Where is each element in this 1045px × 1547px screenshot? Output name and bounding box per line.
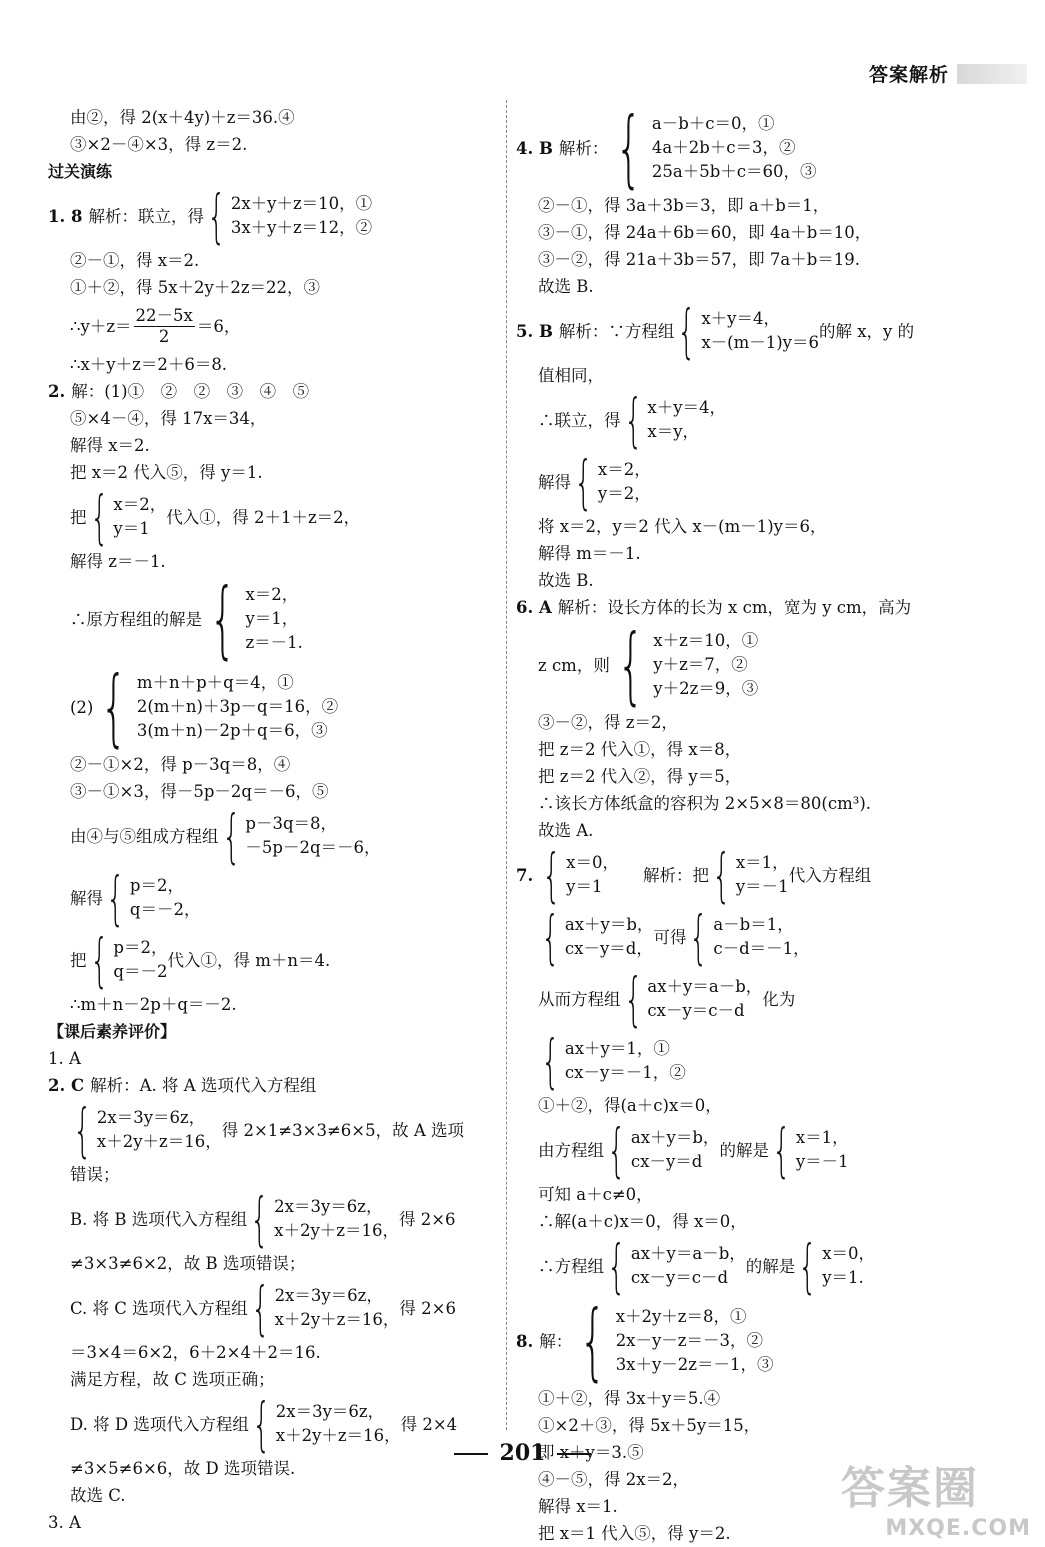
equation: y＝1 [566, 877, 603, 896]
equation: ax＋y＝b， [564, 915, 654, 934]
equation: x＋2y＋z＝8，① [615, 1307, 747, 1326]
page-header [869, 60, 1027, 87]
watermark-top: 答案圈 [841, 1463, 979, 1514]
equation: z＝－1. [245, 633, 303, 652]
question-number: 7. [516, 865, 534, 885]
equation: x＋z＝10，① [653, 631, 759, 650]
header-title: 答案解析 [868, 64, 949, 86]
text-line [48, 802, 496, 870]
text-line: 满足方程，故 C 选项正确； [70, 1370, 275, 1389]
text-line: ∴该长方体纸盒的容积为 2×5×8＝80(cm³). [538, 794, 872, 813]
text: 得 2×6 [398, 1209, 456, 1229]
text-line: ③×2－④×3，得 z＝2. [70, 135, 248, 154]
text: 解： [539, 1331, 573, 1351]
text: 的解是 [719, 1140, 769, 1160]
equation: cx－y＝－1，② [564, 1063, 686, 1082]
equation: ax＋y＝1，① [564, 1039, 670, 1058]
text-line: 故选 B. [538, 571, 594, 590]
equation-system: { m＋n＋p＋q＝4，① 2(m＋n)＋3p－q＝16，② 3(m＋n)－2p＋q＝6，③ [100, 658, 339, 756]
text-line: ≠3×3≠6×2，故 B 选项错误； [70, 1254, 306, 1273]
question-number: 4. B [516, 138, 553, 158]
text-line: 故选 B. [538, 277, 594, 296]
equation: x＋y＝4， [647, 398, 727, 417]
text: 解得 [70, 888, 103, 908]
text: 把 [70, 950, 87, 970]
text-line: 由②，得 2(x＋4y)＋z＝36.④ [70, 108, 295, 127]
equation-system: { p－3q＝8， －5p－2q＝－6， [221, 802, 381, 870]
text-line: ＝3×4＝6×2，6＋2×4＋2＝16. [70, 1343, 321, 1362]
equation: 2x－y－z＝－3，② [615, 1331, 764, 1350]
text: ∴y＋z＝ [70, 316, 132, 336]
text-line [48, 864, 496, 932]
page-number-text: 201 [499, 1440, 546, 1466]
equation-system: { a－b＋c＝0，① 4a＋2b＋c＝3，② 25a＋5b＋c＝60，③ [615, 99, 817, 197]
equation-system: { 2x＝3y＝6z， x＋2y＋z＝16， [73, 1096, 222, 1164]
right-column [516, 99, 976, 1547]
text-line: 解得 z＝－1. [70, 552, 166, 571]
question-8 [516, 1292, 976, 1390]
equation: p－3q＝8， [245, 814, 338, 833]
question-number: 6. A [516, 598, 552, 617]
equation: p＝2， [113, 938, 168, 957]
equation: y＝－1 [795, 1152, 849, 1171]
text: 化为 [762, 989, 796, 1009]
text-line: ①＋②，得 3x＋y＝5.④ [538, 1389, 721, 1408]
text-line [48, 483, 496, 551]
text-line [48, 926, 496, 994]
dash-right [557, 1453, 591, 1455]
equation: x＝2， [245, 585, 299, 604]
text-line: ①＋②，得 5x＋2y＋2z＝22，③ [70, 278, 321, 297]
equation-system: { 2x＝3y＝6z， x＋2y＋z＝16， [250, 1185, 399, 1253]
equation: 2x＝3y＝6z， [274, 1197, 383, 1216]
denominator: 2 [158, 326, 170, 346]
watermark-bottom: MXQE.COM [885, 1516, 1031, 1541]
text-line: ④－⑤，得 2x＝2， [538, 1470, 690, 1489]
equation: 2x＋y＋z＝10，① [230, 194, 373, 213]
equation-system: { x＝2， y＝1 [89, 483, 167, 551]
text-line: 解得 x＝2. [70, 436, 150, 455]
equation: 3(m＋n)－2p＋q＝6，③ [136, 721, 328, 740]
equation: x－(m－1)y＝6 [701, 333, 819, 352]
text-line: ③－②，得 z＝2， [538, 713, 678, 732]
text-line: 将 x＝2，y＝2 代入 x－(m－1)y＝6， [538, 517, 827, 536]
equation: x＝2， [113, 495, 167, 514]
equation: ax＋y＝b， [630, 1128, 720, 1147]
equation-system: { p＝2， q＝－2， [106, 864, 201, 932]
equation: q＝－2 [113, 962, 168, 981]
fraction [134, 306, 195, 347]
left-column [48, 104, 496, 1536]
dash-left [454, 1453, 488, 1455]
equation: 4a＋2b＋c＝3，② [651, 138, 796, 157]
equation: 25a＋5b＋c＝60，③ [651, 162, 817, 181]
numerator: 22－5x [135, 305, 193, 325]
equation: x＋y＝4， [701, 309, 780, 328]
equation: m＋n＋p＋q＝4，① [136, 673, 294, 692]
equation: ax＋y＝a－b， [630, 1244, 746, 1263]
text: 解析：∵方程组 [558, 321, 675, 341]
equation-system: { x＝1， y＝－1 [772, 1116, 849, 1184]
column-divider [506, 100, 507, 1430]
text-line: 把 z＝2 代入①，得 x＝8， [538, 740, 742, 759]
equation-system: { 2x＋y＋z＝10，① 3x＋y＋z＝12，② [207, 182, 373, 250]
text: 把 [70, 507, 87, 527]
text-line: 可知 a＋c≠0， [538, 1185, 653, 1204]
equation: －5p－2q＝－6， [245, 838, 381, 857]
question-6 [516, 594, 976, 621]
equation-system: { x＋y＝4， x－(m－1)y＝6 [677, 297, 819, 365]
text: 解析：联立，得 [88, 206, 204, 226]
equation: 2x＝3y＝6z， [96, 1108, 206, 1127]
text-line: ≠3×5≠6×6，故 D 选项错误. [70, 1459, 296, 1478]
text: C. 将 C 选项代入方程组 [70, 1298, 248, 1318]
equation: cx－y＝c－d [630, 1268, 729, 1287]
text: B. 将 B 选项代入方程组 [70, 1209, 248, 1229]
watermark-logo [841, 1452, 1031, 1541]
text: 解：(1)① ② ② ③ ④ ⑤ [71, 382, 310, 401]
text: z cm，则 [538, 655, 610, 675]
equation: x＋2y＋z＝16， [96, 1132, 222, 1151]
equation: 2x＝3y＝6z， [274, 1286, 383, 1305]
text-line: ⑤×4－④，得 17x＝34， [70, 409, 267, 428]
question-4 [516, 99, 976, 197]
question-number: 1. 8 [48, 206, 83, 226]
text: 代入①，得 2＋1＋z＝2， [166, 507, 361, 527]
equation: y＝1. [822, 1268, 864, 1287]
text-line: 解得 x＝1. [538, 1497, 618, 1516]
text: 由方程组 [538, 1140, 604, 1160]
text: 解析： [558, 138, 609, 158]
text: 解得 [538, 472, 571, 492]
text-line [48, 1096, 496, 1164]
equation-system: { x＝2， y＝1， z＝－1. [209, 570, 303, 668]
question-number: 5. B [516, 321, 553, 341]
equation: q＝－2， [129, 900, 201, 919]
text-line [48, 658, 496, 756]
text-line: 故选 C. [70, 1486, 126, 1505]
text: ∴方程组 [538, 1256, 604, 1276]
equation: x＝y， [647, 422, 700, 441]
text: 代入方程组 [788, 865, 872, 885]
equation-system: { x＋z＝10，① y＋z＝7，② y＋2z＝9，③ [617, 616, 759, 714]
equation-system: { 2x＝3y＝6z， x＋2y＋z＝16， [252, 1390, 401, 1458]
text: 解析：设长方体的长为 x cm，宽为 y cm，高为 [557, 598, 912, 617]
text-line [516, 1232, 976, 1300]
text-line: 即 x＋y＝3.⑤ [538, 1443, 644, 1462]
text-line [516, 903, 976, 971]
text-line: ③－②，得 21a＋3b＝57，即 7a＋b＝19. [538, 250, 861, 269]
equation-system: { a－b＝1， c－d＝－1， [689, 903, 810, 971]
question-number: 2. [48, 382, 66, 401]
text-line: 值相同， [538, 366, 604, 385]
text-line: 错误； [70, 1165, 120, 1184]
equation: y＝1， [245, 609, 299, 628]
equation-system: { p＝2， q＝－2 [89, 926, 168, 994]
question-5 [516, 297, 976, 365]
answer-1: 1. A [48, 1049, 81, 1068]
text-line: ②－①，得 3a＋3b＝3，即 a＋b＝1， [538, 196, 830, 215]
equation: a－b＝1， [713, 915, 794, 934]
equation: x＝2， [597, 460, 651, 479]
text-line: ②－①，得 x＝2. [70, 251, 200, 270]
text-line [516, 1027, 976, 1095]
equation: y＝2， [597, 484, 651, 503]
equation-system: { ax＋y＝1，① cx－y＝－1，② [541, 1027, 686, 1095]
equation: x＝1， [795, 1128, 849, 1147]
text: 从而方程组 [538, 989, 621, 1009]
text: ∴联立，得 [538, 410, 621, 430]
equation: p＝2， [129, 876, 184, 895]
text: 解析：A. 将 A 选项代入方程组 [90, 1076, 317, 1095]
text-line [516, 965, 976, 1033]
text-line: ③－①×3，得－5p－2q＝－6，⑤ [70, 782, 329, 801]
equation-system: { x＝0， y＝1. [798, 1232, 875, 1300]
text: 代入①，得 m＋n＝4. [167, 950, 331, 970]
answer-3: 3. A [48, 1513, 81, 1532]
equation: y＝1 [113, 519, 150, 538]
question-1 [48, 182, 496, 250]
text: 由④与⑤组成方程组 [70, 826, 219, 846]
equation-system: { x＋2y＋z＝8，① 2x－y－z＝－3，② 3x＋y－2z＝－1，③ [579, 1292, 774, 1390]
text-line [48, 1274, 496, 1342]
text-line: ②－①×2，得 p－3q＝8，④ [70, 755, 291, 774]
fraction-line [48, 301, 496, 351]
text: 的解是 [745, 1256, 796, 1276]
equation-system: { ax＋y＝a－b， cx－y＝c－d [607, 1232, 746, 1300]
equation: x＝1， [735, 853, 789, 872]
text: 得 2×6 [399, 1298, 456, 1318]
text-line: ∴m＋n－2p＋q＝－2. [70, 995, 237, 1014]
equation: x＋2y＋z＝16， [274, 1310, 400, 1329]
equation: x＋2y＋z＝16， [275, 1426, 401, 1445]
text-line: ③－①，得 24a＋6b＝60，即 4a＋b＝10， [538, 223, 872, 242]
text: ＝6， [196, 316, 241, 336]
equation-system: { x＝2， y＝2， [574, 448, 651, 516]
text-line: 把 x＝1 代入⑤，得 y＝2. [538, 1524, 731, 1543]
text: 解析：把 [642, 865, 709, 885]
question-7 [516, 841, 976, 909]
text: 的解 x，y 的 [818, 321, 915, 341]
equation: c－d＝－1， [713, 939, 810, 958]
equation: y＋z＝7，② [653, 655, 748, 674]
equation: 3x＋y－2z＝－1，③ [615, 1355, 774, 1374]
text: 可得 [653, 927, 687, 947]
question-2 [48, 378, 496, 405]
question-number: 2. C [48, 1076, 85, 1095]
header-bar [957, 64, 1027, 84]
text-line: 解得 m＝－1. [538, 544, 641, 563]
equation: cx－y＝d， [564, 939, 653, 958]
text: 得 2×1≠3×3≠6×5，故 A 选项 [221, 1120, 464, 1140]
equation: cx－y＝c－d [647, 1001, 745, 1020]
equation: x＋2y＋z＝16， [274, 1221, 399, 1240]
equation: a－b＋c＝0，① [651, 114, 775, 133]
question-number: 8. [516, 1331, 534, 1351]
equation-system: { 2x＝3y＝6z， x＋2y＋z＝16， [250, 1274, 400, 1342]
equation-system: { ax＋y＝b， cx－y＝d [607, 1116, 720, 1184]
text: D. 将 D 选项代入方程组 [70, 1414, 249, 1434]
equation-system: { ax＋y＝b， cx－y＝d， [541, 903, 654, 971]
equation: cx－y＝d [630, 1152, 703, 1171]
text-line: ∴x＋y＋z＝2＋6＝8. [70, 355, 228, 374]
equation: y＋2z＝9，③ [653, 679, 759, 698]
text-line: 把 z＝2 代入②，得 y＝5， [538, 767, 742, 786]
answer-2 [48, 1072, 496, 1099]
section-heading: 过关演练 [48, 162, 113, 181]
equation: x＝0， [566, 853, 619, 872]
text: 得 2×4 [400, 1414, 458, 1434]
equation-system: { x＋y＝4， x＝y， [623, 386, 727, 454]
text: ∴原方程组的解是 [70, 609, 202, 629]
text: (2) [70, 697, 94, 717]
text-line: ①＋②，得(a＋c)x＝0， [538, 1096, 722, 1115]
text-line [516, 1116, 976, 1184]
equation-system: { ax＋y＝a－b， cx－y＝c－d [623, 965, 763, 1033]
text-line: ∴解(a＋c)x＝0，得 x＝0， [538, 1212, 747, 1231]
text-line [516, 448, 976, 516]
equation: 2x＝3y＝6z， [275, 1402, 385, 1421]
equation: y＝－1 [735, 877, 789, 896]
equation: x＝0， [822, 1244, 875, 1263]
text-line [48, 570, 496, 668]
equation: 3x＋y＋z＝12，② [230, 218, 373, 237]
section-heading: 【课后素养评价】 [48, 1022, 177, 1041]
text-line [516, 616, 976, 714]
text-line [516, 386, 976, 454]
text-line: 故选 A. [538, 821, 594, 840]
equation-system: { x＝1， y＝－1 [712, 841, 789, 909]
text-line [48, 1185, 496, 1253]
equation: 2(m＋n)＋3p－q＝16，② [136, 697, 339, 716]
equation: ax＋y＝a－b， [647, 977, 763, 996]
equation-system: { x＝0， y＝1 [542, 841, 619, 909]
text-line: 把 x＝2 代入⑤，得 y＝1. [70, 463, 263, 482]
text-line: ①×2＋③，得 5x＋5y＝15， [538, 1416, 761, 1435]
